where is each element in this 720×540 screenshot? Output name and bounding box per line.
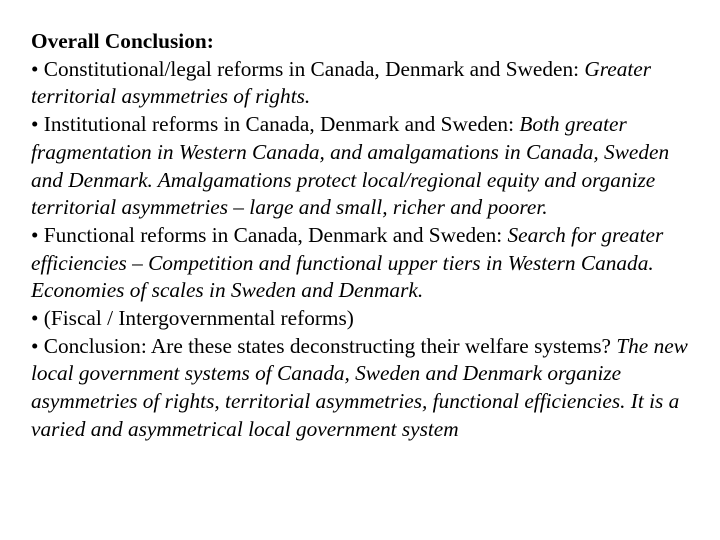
slide-body <box>31 28 706 444</box>
bullet-item-conclusion <box>31 333 706 444</box>
slide-title: Overall Conclusion: <box>31 29 214 53</box>
bullet-detail-text: Greater territorial asymmetries of rights. <box>31 56 652 109</box>
bullet-icon: • <box>31 112 39 137</box>
bullet-icon: • <box>31 333 39 358</box>
bullet-icon: • <box>31 306 39 331</box>
bullet-item-institutional <box>31 111 706 222</box>
bullet-lead-text: (Fiscal / Intergovernmental reforms) <box>43 306 354 331</box>
bullet-lead-text: Functional reforms in Canada, Denmark and Sweden: <box>43 222 503 247</box>
bullet-item-fiscal <box>31 305 706 333</box>
bullet-detail-text: Both greater fragmentation in Western Canada, and amalgamations in Canada, Sweden and Denmark. Amalgamations protect local/regional equity and organize territorial asymmetries – large and small, richer and poorer. <box>31 112 670 220</box>
bullet-icon: • <box>31 222 39 247</box>
bullet-icon: • <box>31 56 39 81</box>
bullet-item-constitutional <box>31 56 706 111</box>
bullet-detail-text: The new local government systems of Canada, Sweden and Denmark organize asymmetries of rights, territorial asymmetries, functional efficiencies. It is a varied and asymmetrical local government system <box>31 333 688 441</box>
bullet-detail-text: Search for greater efficiencies – Competition and functional upper tiers in Western Canada. Economies of scales in Sweden and Denmark. <box>31 222 664 303</box>
bullet-item-functional <box>31 222 706 305</box>
bullet-lead-text: Conclusion: Are these states deconstructing their welfare systems? <box>43 333 611 358</box>
bullet-lead-text: Constitutional/legal reforms in Canada, Denmark and Sweden: <box>43 56 580 81</box>
bullet-lead-text: Institutional reforms in Canada, Denmark and Sweden: <box>43 112 514 137</box>
